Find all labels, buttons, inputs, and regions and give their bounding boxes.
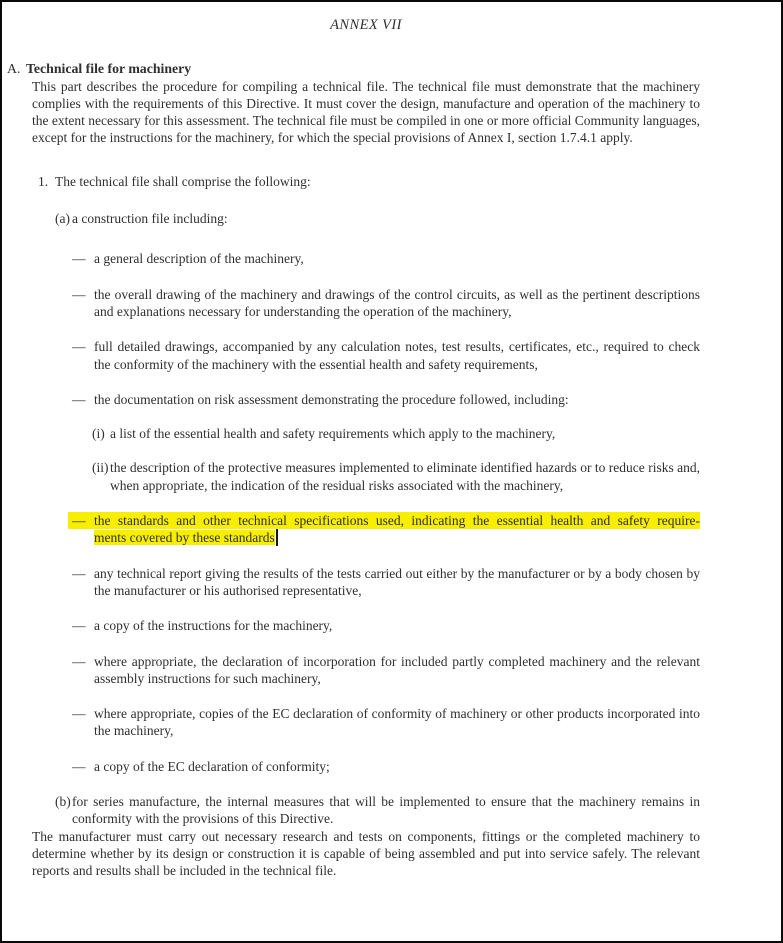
alpha-item-a-text: a construction file including: (72, 211, 228, 227)
highlighted-text-line1[interactable]: the standards and other technical specifications used, indicating the essential health and safety require- (94, 513, 700, 529)
dash-item-copy-instructions (72, 617, 700, 634)
dash-item-general-description (72, 250, 700, 267)
document-page (2, 2, 781, 941)
section-heading (7, 60, 700, 77)
roman-item-i-text: a list of the essential health and safety requirements which apply to the machinery, (110, 426, 556, 442)
dash-item-text: a copy of the instructions for the machinery, (94, 618, 333, 634)
intro-paragraph: This part describes the procedure for compiling a technical file. The technical file must demonstrate that the machinery complies with the requirements of this Directive. It must cover the design, manufacture and operation of the machinery to the extent necessary for this assessment. The technical file must be compiled in one or more official Community languages, except for the instructions for the machinery, for which the special provisions of Annex I, section 1.7.4.1 apply. (32, 78, 700, 146)
dash-item-overall-drawing (72, 286, 700, 321)
list-item-1-text: The technical file shall comprise the following: (55, 173, 311, 189)
list-number: 1. (38, 173, 49, 189)
dash-item-ec-declaration-copies (72, 705, 700, 740)
dash-marker: — (72, 758, 86, 774)
annex-title: ANNEX VII (330, 17, 402, 33)
dash-item-text: where appropriate, the declaration of incorporation for included partly completed machinery and the relevant assembly instructions for such machinery, (94, 653, 700, 686)
dash-item-technical-report (72, 565, 700, 600)
dash-item-text: any technical report giving the results of the tests carried out either by the manufacturer or by a body chosen by the manufacturer or his authorised representative, (94, 565, 700, 598)
alpha-marker-b: (b) (55, 794, 71, 810)
dash-marker: — (72, 565, 86, 581)
alpha-item-b (55, 793, 700, 828)
roman-item-ii (94, 459, 700, 494)
dash-item-text: a general description of the machinery, (94, 251, 304, 267)
dash-item-standards-highlighted[interactable] (72, 512, 700, 547)
roman-marker-ii: (ii) (92, 460, 109, 476)
list-item-1 (32, 173, 700, 828)
dash-item-text: full detailed drawings, accompanied by any calculation notes, test results, certificates, etc., required to check the conformity of the machinery with the essential health and safety requirements, (94, 339, 700, 372)
dash-marker: — (72, 286, 86, 302)
dash-marker: — (72, 391, 86, 407)
alpha-marker-a: (a) (55, 211, 70, 227)
roman-item-i (94, 425, 700, 442)
alpha-item-b-text: for series manufacture, the internal measures that will be implemented to ensure that the machinery remains in conformity with the provisions of this Directive. (72, 794, 700, 827)
roman-marker-i: (i) (92, 426, 105, 442)
highlighted-text-line2[interactable]: ments covered by these standards (94, 530, 275, 546)
dash-marker: — (72, 618, 86, 634)
closing-paragraph: The manufacturer must carry out necessary research and tests on components, fittings or the completed machinery to determine whether by its design or construction it is capable of being assembled and put into service safely. The relevant reports and results shall be included in the technical file. (32, 828, 700, 879)
dash-item-ec-declaration-copy (72, 758, 700, 775)
dash-item-text: where appropriate, copies of the EC declaration of conformity of machinery or other products incorporated into the machinery, (94, 706, 700, 739)
roman-item-ii-text: the description of the protective measures implemented to eliminate identified hazards or to reduce risks and, when appropriate, the indication of the residual risks associated with the machinery, (110, 460, 700, 493)
dash-item-detailed-drawings (72, 338, 700, 373)
dash-item-text: the documentation on risk assessment demonstrating the procedure followed, including: (94, 391, 569, 407)
dash-marker: — (72, 339, 86, 355)
dash-item-declaration-incorporation (72, 653, 700, 688)
dash-marker: — (72, 653, 86, 669)
section-title: Technical file for machinery (26, 61, 192, 77)
text-cursor (276, 529, 278, 546)
alpha-item-a (55, 210, 700, 775)
dash-marker: — (68, 512, 94, 529)
dash-item-text: a copy of the EC declaration of conformity; (94, 758, 330, 774)
dash-marker: — (72, 706, 86, 722)
dash-item-text: the overall drawing of the machinery and drawings of the control circuits, as well as the pertinent descriptions and explanations necessary for understanding the operation of the machinery, (94, 286, 700, 319)
section-letter: A. (7, 61, 21, 77)
dash-marker: — (72, 251, 86, 267)
dash-item-risk-assessment (72, 391, 700, 494)
